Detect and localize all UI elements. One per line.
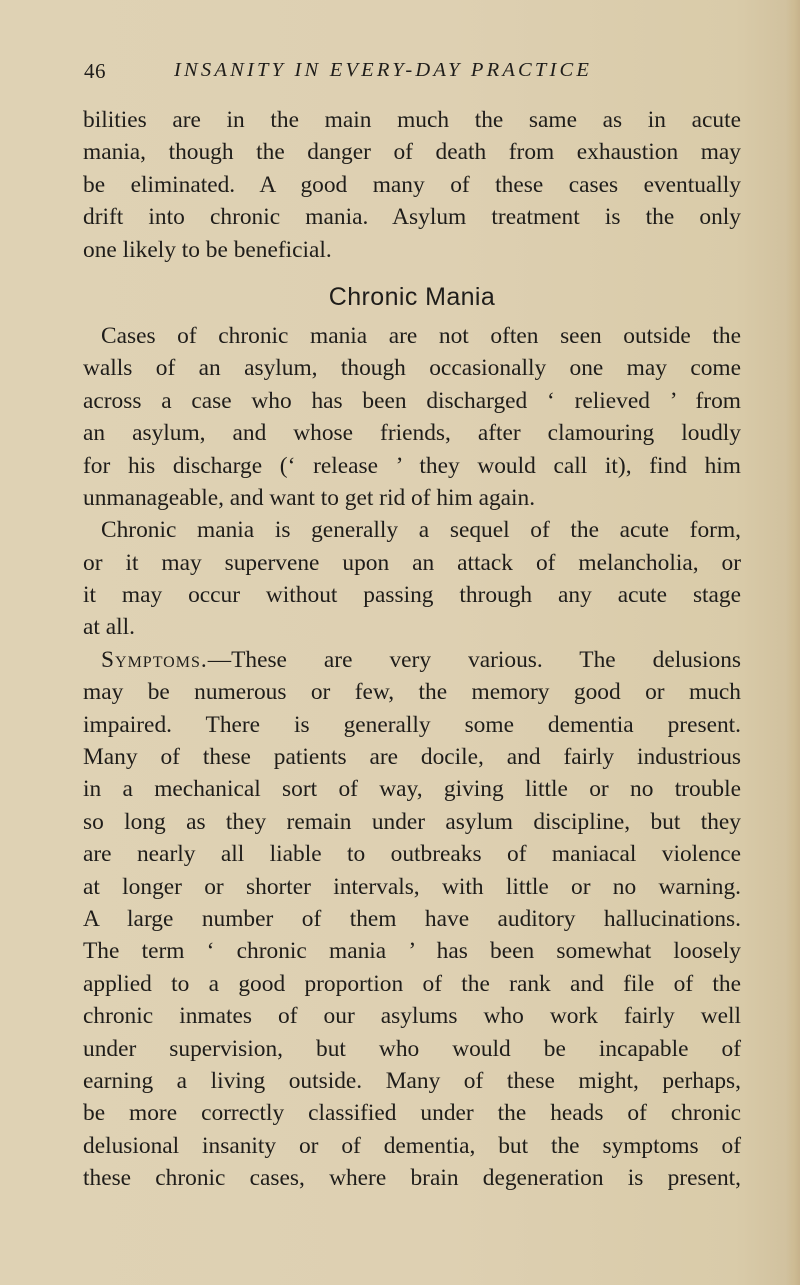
section-heading: Chronic Mania <box>328 282 496 311</box>
text-line: drift into chronic mania. Asylum treatment is the only <box>83 204 741 231</box>
text-line: earning a living outside. Many of these might, perhaps, <box>83 1067 741 1094</box>
text-line: walls of an asylum, though occasionally one may come <box>83 355 741 382</box>
text-line: or it may supervene upon an attack of melancholia, or <box>83 549 741 576</box>
text-line: be eliminated. A good many of these cases eventually <box>83 171 741 198</box>
symptoms-first-line: —These are very various. The delusions <box>207 646 741 673</box>
text-line: Cases of chronic mania are not often seen outside the <box>101 322 741 349</box>
text-line: The term ‘ chronic mania ’ has been somewhat loosely <box>83 938 741 965</box>
text-line: chronic inmates of our asylums who work fairly well <box>83 1003 741 1030</box>
text-line: at longer or shorter intervals, with little or no warning. <box>83 873 741 900</box>
body-text <box>83 104 741 1195</box>
page-number: 46 <box>84 59 106 83</box>
text-line: one likely to be beneficial. <box>83 236 332 263</box>
text-line: Many of these patients are docile, and fairly industrious <box>83 744 741 771</box>
text-line: A large number of them have auditory hallucinations. <box>83 905 741 932</box>
text-line: in a mechanical sort of way, giving little or no trouble <box>83 776 741 803</box>
text-line: applied to a good proportion of the rank and file of the <box>83 970 741 997</box>
text-line: Chronic mania is generally a sequel of the acute form, <box>101 517 741 544</box>
page-header <box>84 57 724 93</box>
symptoms-lead: Symptoms. <box>101 646 208 673</box>
text-line: at all. <box>83 614 135 641</box>
text-line: these chronic cases, where brain degeneration is present, <box>83 1165 741 1192</box>
text-line: are nearly all liable to outbreaks of maniacal violence <box>83 841 741 868</box>
text-line: be more correctly classified under the heads of chronic <box>83 1100 741 1127</box>
text-line: under supervision, but who would be incapable of <box>83 1035 741 1062</box>
text-line: across a case who has been discharged ‘ relieved ’ from <box>83 387 741 414</box>
text-line: an asylum, and whose friends, after clamouring loudly <box>83 420 741 447</box>
text-line <box>83 644 741 676</box>
text-line: mania, though the danger of death from exhaustion may <box>83 139 741 166</box>
text-line: impaired. There is generally some dementia present. <box>83 711 741 738</box>
text-line: it may occur without passing through any acute stage <box>83 582 741 609</box>
text-line: delusional insanity or of dementia, but the symptoms of <box>83 1132 741 1159</box>
text-line: so long as they remain under asylum discipline, but they <box>83 808 741 835</box>
text-line: may be numerous or few, the memory good or much <box>83 679 741 706</box>
text-line: for his discharge (‘ release ’ they would call it), find him <box>83 452 741 479</box>
page-edge-shadow <box>786 0 800 1285</box>
running-title: INSANITY IN EVERY-DAY PRACTICE <box>174 59 593 81</box>
text-line: unmanageable, and want to get rid of him again. <box>83 484 536 511</box>
text-line: bilities are in the main much the same as in acute <box>83 107 741 133</box>
